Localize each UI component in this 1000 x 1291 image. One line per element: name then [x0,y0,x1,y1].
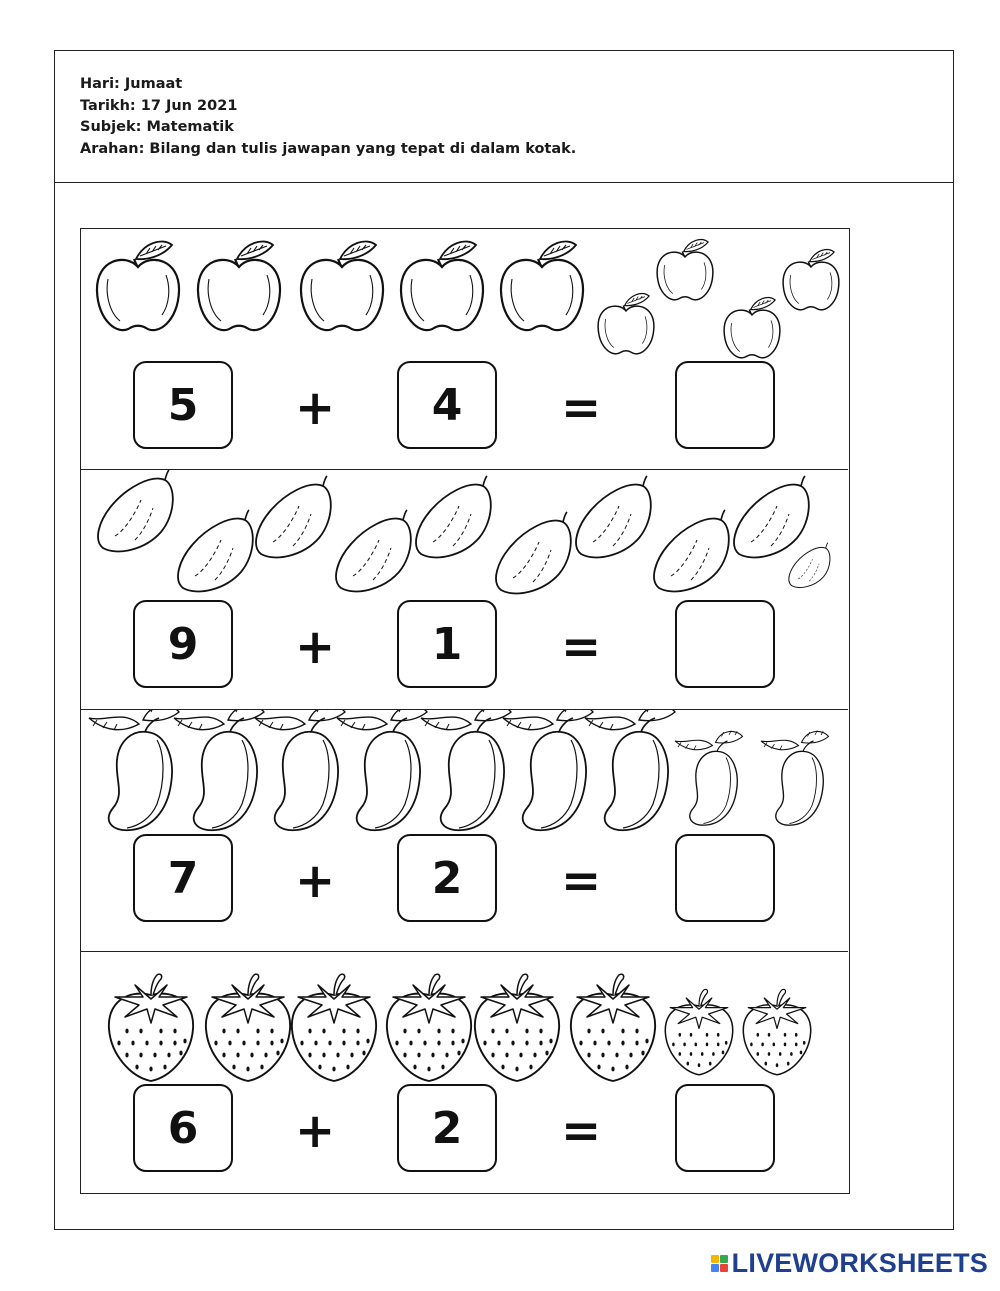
exercise-row-mangoes [81,710,848,952]
subject-label: Subjek: Matematik [80,119,234,135]
exercise-row-apples [81,229,848,470]
equals-sign: = [561,380,602,436]
exercise-area [80,228,850,1194]
logo-block [711,1264,719,1272]
second-addend-box: 2 [397,1084,497,1172]
second-addend-box: 2 [397,834,497,922]
first-addend-box: 7 [133,834,233,922]
logo-block [720,1264,728,1272]
strawberry-group-icon [81,952,848,1082]
apple-group-icon [81,229,848,364]
worksheet-header [80,74,576,160]
exercise-row-strawberries [81,952,848,1192]
answer-box[interactable] [675,1084,775,1172]
second-addend-box: 4 [397,361,497,449]
header-divider [54,182,954,183]
day-label: Hari: Jumaat [80,76,183,92]
plus-sign: + [295,1103,336,1159]
equals-sign: = [561,1103,602,1159]
logo-block [720,1255,728,1263]
answer-box[interactable] [675,834,775,922]
first-addend-box: 5 [133,361,233,449]
exercise-row-papayas [81,470,848,710]
liveworksheets-logo[interactable] [711,1248,988,1279]
equals-sign: = [561,619,602,675]
instruction-label: Arahan: Bilang dan tulis jawapan yang tepat di dalam kotak. [80,140,577,157]
logo-block [711,1255,719,1263]
plus-sign: + [295,380,336,436]
papaya-group-icon [81,470,848,595]
answer-box[interactable] [675,600,775,688]
second-addend-box: 1 [397,600,497,688]
first-addend-box: 9 [133,600,233,688]
plus-sign: + [295,853,336,909]
equals-sign: = [561,853,602,909]
first-addend-box: 6 [133,1084,233,1172]
logo-text: LIVEWORKSHEETS [731,1248,988,1278]
answer-box[interactable] [675,361,775,449]
logo-blocks-icon [711,1255,728,1272]
date-label: Tarikh: 17 Jun 2021 [80,97,238,114]
mango-group-icon [81,710,848,840]
plus-sign: + [295,619,336,675]
